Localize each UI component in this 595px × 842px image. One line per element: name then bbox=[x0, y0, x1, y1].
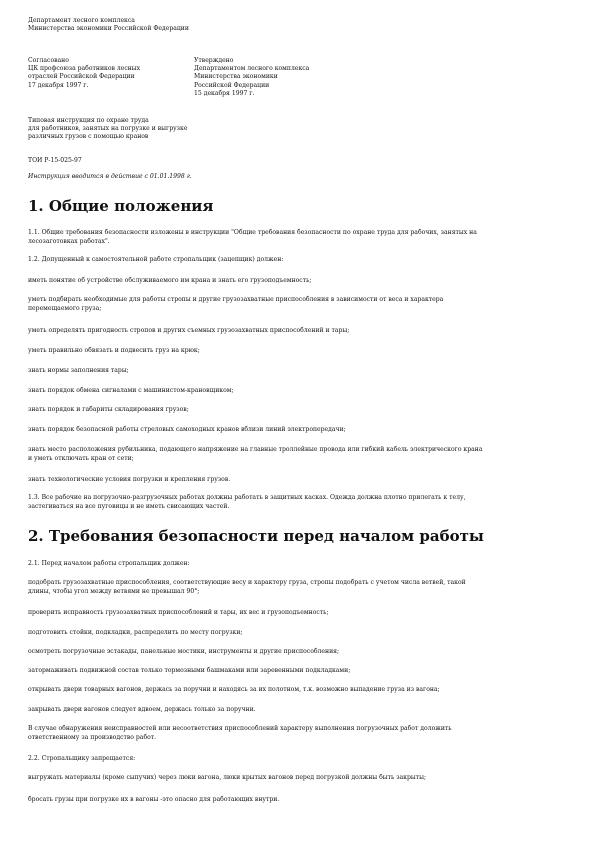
doc-title-line: для работников, занятых на погрузке и выгрузке bbox=[28, 125, 188, 133]
paragraph bbox=[28, 666, 350, 675]
paragraph bbox=[28, 295, 443, 313]
paragraph-line: проверить исправность грузозахватных приспособлений и тары, их вес и грузоподъемность; bbox=[28, 609, 329, 616]
paragraph bbox=[28, 705, 256, 714]
approved-line: Министерства экономики bbox=[194, 73, 278, 81]
paragraph bbox=[28, 685, 440, 694]
paragraph-line: знать место расположения рубильника, подающего напряжение на главные троллейные провода или гибкий кабель электрического крана bbox=[28, 446, 483, 453]
paragraph-line: В случае обнаружения неисправностей или несоответствия приспособлений характеру выполнения погрузочных работ доложить bbox=[28, 725, 452, 732]
approved-block bbox=[194, 57, 309, 98]
paragraph bbox=[28, 773, 426, 782]
paragraph bbox=[28, 754, 135, 763]
paragraph-line: открывать двери товарных вагонов, держась за поручни и находясь за их полотном, т.к. возможно выпадение груза из вагона; bbox=[28, 686, 440, 693]
paragraph-line: знать нормы заполнения тары; bbox=[28, 367, 129, 374]
paragraph-line: знать порядок обмена сигналами с машинистом-крановщиком; bbox=[28, 387, 234, 394]
paragraph-line: иметь понятие об устройстве обслуживаемого им крана и знать его грузоподъемность; bbox=[28, 277, 312, 284]
effective-date: Инструкция вводится в действие с 01.01.1998 г. bbox=[28, 173, 192, 180]
paragraph bbox=[28, 559, 190, 568]
org-header bbox=[28, 17, 189, 33]
paragraph-line: 1.3. Все рабочие на погрузочно-разгрузочных работах должны работать в защитных касках. Одежда должна плотно прилегать к телу, bbox=[28, 494, 466, 501]
paragraph-line: уметь определять пригодность стропов и других съемных грузозахватных приспособлений и тары; bbox=[28, 327, 350, 334]
paragraph bbox=[28, 228, 477, 246]
doc-title-line: Типовая инструкция по охране труда bbox=[28, 117, 149, 124]
paragraph bbox=[28, 346, 200, 355]
approved-line: 15 декабря 1997 г. bbox=[194, 89, 255, 97]
doc-title-line: различных грузов с помощью кранов bbox=[28, 133, 149, 141]
doc-title bbox=[28, 117, 187, 142]
paragraph-line: знать порядок безопасной работы стреловых самоходных кранов вблизи линий электропередачи; bbox=[28, 426, 346, 433]
approved-line: Утверждено bbox=[194, 57, 234, 64]
paragraph-line: знать технологические условия погрузки и крепления грузов. bbox=[28, 476, 231, 483]
paragraph bbox=[28, 795, 279, 804]
approved-line: Российской Федерации bbox=[194, 81, 270, 89]
agreed-line: ЦК профсоюза работников лесных bbox=[28, 65, 141, 73]
agreed-line: отраслей Российской Федерации bbox=[28, 73, 135, 81]
paragraph-line: 2.1. Перед началом работы стропальщик должен: bbox=[28, 560, 190, 567]
paragraph-line: перемещаемого груза; bbox=[28, 305, 102, 312]
paragraph-line: 1.2. Допущенный к самостоятельной работе стропальщик (зацепщик) должен: bbox=[28, 256, 284, 263]
paragraph-line: подготовить стойки, подкладки, распределить по месту погрузки; bbox=[28, 629, 243, 636]
paragraph-line: затормаживать подвижной состав только тормозными башмаками или заревенными подкладками; bbox=[28, 667, 351, 674]
paragraph bbox=[28, 445, 482, 463]
org-header-line: Департамент лесного комплекса bbox=[28, 17, 135, 24]
agreed-block bbox=[28, 57, 140, 90]
paragraph-line: ответственному за производство работ. bbox=[28, 734, 157, 741]
paragraph-line: уметь подбирать необходимые для работы стропы и другие грузозахватные приспособления в зависимости от веса и характера bbox=[28, 296, 444, 303]
agreed-line: 17 декабря 1997 г. bbox=[28, 81, 89, 89]
paragraph bbox=[28, 628, 242, 637]
paragraph-line: 2.2. Стропальщику запрещается: bbox=[28, 755, 136, 762]
paragraph bbox=[28, 578, 466, 596]
paragraph bbox=[28, 276, 311, 285]
paragraph bbox=[28, 608, 329, 617]
paragraph-line: 1.1. Общие требования безопасности изложены в инструкции "Общие требования безопасности по охране труда для рабочих, занятых на bbox=[28, 229, 477, 236]
paragraph-line: застегиваться на все пуговицы и не иметь свисающих частей. bbox=[28, 503, 230, 510]
doc-code: ТОИ Р-15-025-97 bbox=[28, 157, 82, 164]
paragraph-line: выгружать материалы (кроме сыпучих) через люки вагона, люки крытых вагонов перед погрузкой должны быть закрыты; bbox=[28, 774, 427, 781]
paragraph bbox=[28, 647, 339, 656]
section-1-heading: 1. Общие положения bbox=[28, 197, 214, 215]
paragraph bbox=[28, 493, 466, 511]
paragraph-line: закрывать двери вагонов следует вдвоем, держась только за поручни. bbox=[28, 706, 256, 713]
paragraph-line: подобрать грузозахватные приспособления, соответствующие весу и характеру груза, стропы подобрать с учетом числа ветвей, такой bbox=[28, 579, 466, 586]
section-2-heading: 2. Требования безопасности перед началом работы bbox=[28, 527, 484, 545]
approved-line: Департаментом лесного комплекса bbox=[194, 65, 310, 73]
paragraph-line: длины, чтобы угол между ветвями не превышал 90°; bbox=[28, 588, 200, 595]
org-header-line: Министерства экономики Российской Федерации bbox=[28, 25, 189, 33]
paragraph-line: лесозаготовках работах". bbox=[28, 238, 110, 245]
paragraph-line: бросать грузы при погрузке их в вагоны -это опасно для работающих внутри. bbox=[28, 796, 280, 803]
paragraph bbox=[28, 386, 234, 395]
paragraph bbox=[28, 405, 189, 414]
paragraph-line: уметь правильно обвязать и подвесить груз на крюк; bbox=[28, 347, 200, 354]
paragraph bbox=[28, 255, 283, 264]
paragraph bbox=[28, 475, 230, 484]
paragraph bbox=[28, 326, 349, 335]
paragraph-line: осмотреть погрузочные эстакады, панельные мостики, инструменты и другие приспособления; bbox=[28, 648, 340, 655]
paragraph-line: знать порядок и габариты складирования грузов; bbox=[28, 406, 189, 413]
agreed-line: Согласовано bbox=[28, 57, 69, 64]
paragraph-line: и уметь отключать кран от сети; bbox=[28, 455, 134, 462]
paragraph bbox=[28, 724, 452, 742]
paragraph bbox=[28, 366, 129, 375]
paragraph bbox=[28, 425, 346, 434]
